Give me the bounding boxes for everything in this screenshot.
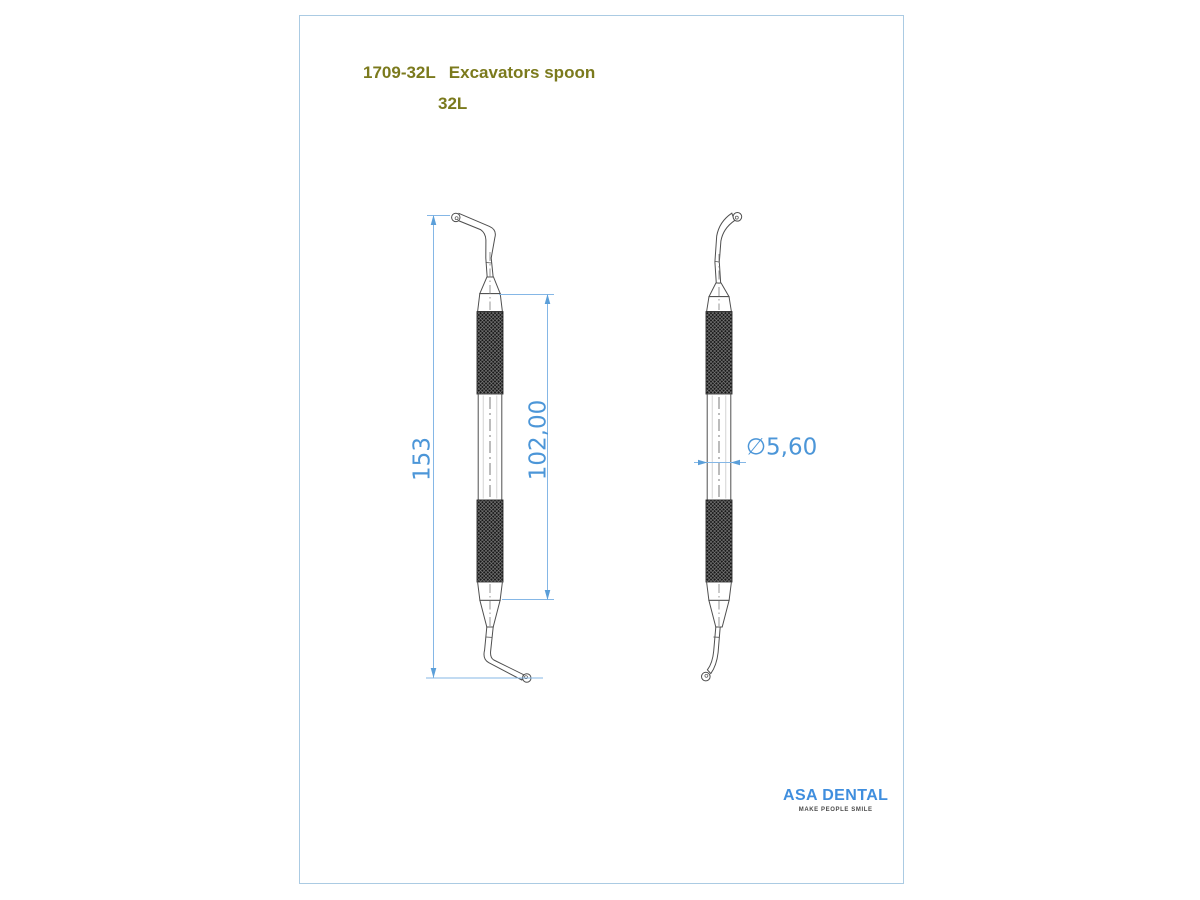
product-variant: 32L: [438, 94, 468, 113]
brand-name: ASA DENTAL: [783, 787, 889, 804]
drawing-title: [363, 63, 595, 83]
brand-logo: [783, 787, 888, 813]
brand-tagline: MAKE PEOPLE SMILE: [798, 806, 873, 813]
product-name: Excavators spoon: [448, 63, 596, 82]
product-code: 1709-32L: [363, 63, 436, 82]
dim-label-shaft-diameter: ∅5,60: [746, 434, 818, 461]
dim-label-handle-length: 102,00: [525, 399, 552, 481]
dim-label-overall-length: 153: [409, 437, 436, 481]
